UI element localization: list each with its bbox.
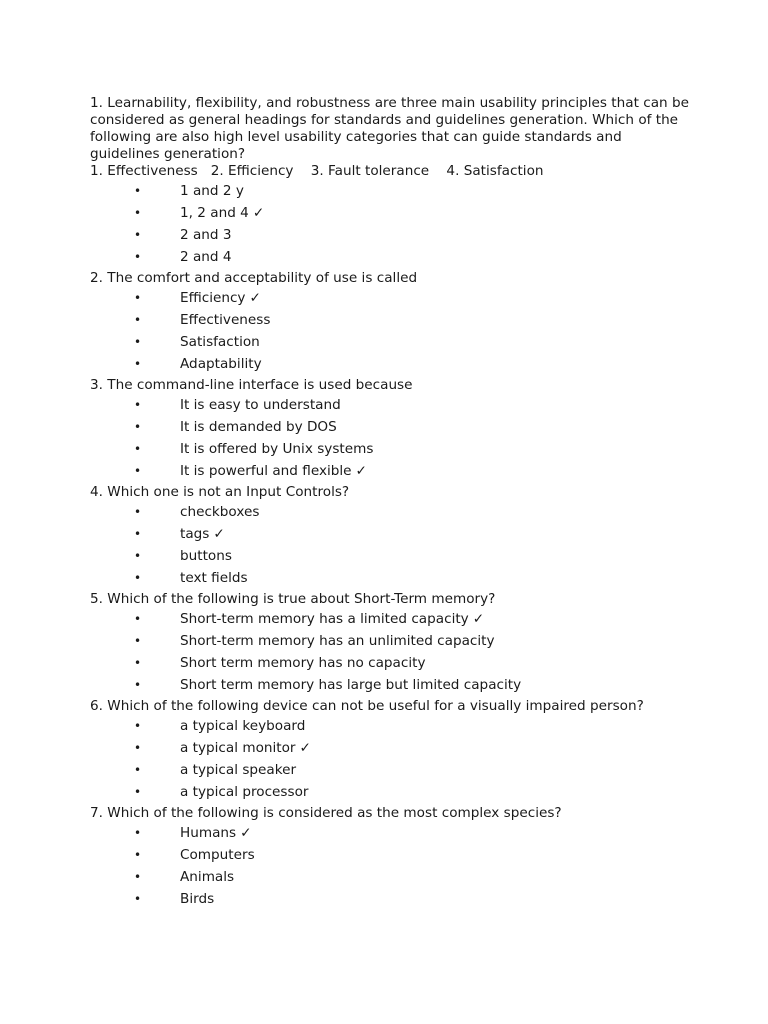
bullet-icon: • [134,741,142,755]
question-block [90,484,690,589]
question-text: 7. Which of the following is considered as the most complex species? [90,805,562,821]
option-label: Short term memory has large but limited capacity [180,677,522,693]
question-text: 6. Which of the following device can not be useful for a visually impaired person? [90,698,644,714]
checkmark-icon: ✓ [252,205,265,221]
option-label: Humans [180,825,237,841]
option-item [90,866,690,888]
question-block [90,95,690,268]
option-label: buttons [180,548,232,564]
option-item [90,438,690,460]
bullet-icon: • [134,313,142,327]
option-label-wrap [180,353,262,375]
option-label: 2 and 4 [180,249,232,265]
option-item [90,822,690,844]
option-label: 2 and 3 [180,227,232,243]
option-label-wrap [180,674,521,696]
option-item [90,737,690,759]
question-block [90,805,690,910]
option-item [90,844,690,866]
option-label-wrap [180,781,308,803]
option-item [90,416,690,438]
option-item [90,460,690,482]
option-label-wrap [180,737,311,759]
option-label-wrap [180,246,232,268]
bullet-icon: • [134,763,142,777]
option-label: a typical monitor [180,740,296,756]
bullet-icon: • [134,826,142,840]
option-list [90,287,690,375]
option-item [90,394,690,416]
question-text: 1. Learnability, flexibility, and robustness are three main usability principles that can be considered as general headings for standards and guidelines generation. Which of the following are also high level usability categories that can guide standards and guidelines generation? [90,95,689,162]
option-label-wrap [180,523,225,545]
option-label-wrap [180,331,260,353]
option-label-wrap [180,608,484,630]
option-label: a typical processor [180,784,309,800]
option-item [90,888,690,910]
option-label: checkboxes [180,504,260,520]
option-label: a typical speaker [180,762,297,778]
checkmark-icon: ✓ [355,463,367,479]
bullet-icon: • [134,228,142,242]
option-list [90,608,690,696]
bullet-icon: • [134,250,142,264]
checkmark-icon: ✓ [299,740,311,756]
option-label: tags [180,526,210,542]
option-label: 1 and 2 y [180,183,244,199]
option-label: Efficiency [180,290,246,306]
option-label: Animals [180,869,235,885]
option-item [90,715,690,737]
option-label-wrap [180,460,367,482]
option-label: Short-term memory has a limited capacity [180,611,469,627]
option-label: Short term memory has no capacity [180,655,426,671]
option-item [90,287,690,309]
bullet-icon: • [134,571,142,585]
option-item [90,545,690,567]
option-label-wrap [180,844,255,866]
checkmark-icon: ✓ [240,825,252,841]
option-label: Satisfaction [180,334,260,350]
option-list [90,394,690,482]
option-list [90,180,690,268]
option-item [90,630,690,652]
option-label-wrap [180,545,232,567]
bullet-icon: • [134,848,142,862]
option-label-wrap [180,652,426,674]
option-item [90,759,690,781]
bullet-icon: • [134,357,142,371]
option-label-wrap [180,715,305,737]
option-list [90,715,690,803]
option-label-wrap [180,567,248,589]
option-label-wrap [180,866,234,888]
option-label: 1, 2 and 4 [180,205,249,221]
bullet-icon: • [134,634,142,648]
bullet-icon: • [134,785,142,799]
option-label-wrap [180,501,259,523]
bullet-icon: • [134,420,142,434]
bullet-icon: • [134,892,142,906]
bullet-icon: • [134,464,142,478]
bullet-icon: • [134,719,142,733]
option-label-wrap [180,438,373,460]
option-item [90,331,690,353]
option-item [90,608,690,630]
option-label: text fields [180,570,248,586]
option-label-wrap [180,224,232,246]
option-label-wrap [180,888,214,910]
option-label-wrap [180,822,252,844]
option-label: It is offered by Unix systems [180,441,374,457]
question-text: 5. Which of the following is true about Short-Term memory? [90,591,496,607]
bullet-icon: • [134,549,142,563]
option-item [90,353,690,375]
option-item [90,309,690,331]
question-block [90,591,690,696]
option-item [90,246,690,268]
question-text: 2. The comfort and acceptability of use is called [90,270,418,286]
option-item [90,202,690,224]
bullet-icon: • [134,505,142,519]
option-item [90,180,690,202]
option-label-wrap [180,416,337,438]
question-block [90,377,690,482]
option-label: Effectiveness [180,312,271,328]
option-label-wrap [180,309,270,331]
option-label: It is easy to understand [180,397,341,413]
option-list [90,822,690,910]
option-label: Computers [180,847,255,863]
question-text: 4. Which one is not an Input Controls? [90,484,350,500]
checkmark-icon: ✓ [472,611,485,627]
option-item [90,567,690,589]
quiz-document [90,93,690,910]
bullet-icon: • [134,612,142,626]
checkmark-icon: ✓ [249,290,261,306]
bullet-icon: • [134,291,142,305]
bullet-icon: • [134,527,142,541]
question-subtext: 1. Effectiveness 2. Efficiency 3. Fault tolerance 4. Satisfaction [90,163,544,179]
bullet-icon: • [134,206,142,220]
question-text: 3. The command-line interface is used because [90,377,413,393]
bullet-icon: • [134,870,142,884]
option-item [90,674,690,696]
option-label: a typical keyboard [180,718,306,734]
option-label: Birds [180,891,215,907]
option-label: It is demanded by DOS [180,419,337,435]
option-item [90,501,690,523]
option-label-wrap [180,630,495,652]
question-block [90,698,690,803]
option-label: Short-term memory has an unlimited capacity [180,633,495,649]
question-block [90,270,690,375]
option-label: Adaptability [180,356,262,372]
option-label-wrap [180,202,264,224]
bullet-icon: • [134,656,142,670]
option-label-wrap [180,759,296,781]
option-item [90,224,690,246]
checkmark-icon: ✓ [213,526,225,542]
option-label-wrap [180,394,341,416]
option-item [90,781,690,803]
option-list [90,501,690,589]
option-label: It is powerful and flexible [180,463,352,479]
option-item [90,523,690,545]
bullet-icon: • [134,678,142,692]
option-item [90,652,690,674]
option-label-wrap [180,180,244,202]
bullet-icon: • [134,335,142,349]
bullet-icon: • [134,442,142,456]
option-label-wrap [180,287,261,309]
bullet-icon: • [134,398,142,412]
bullet-icon: • [134,184,142,198]
